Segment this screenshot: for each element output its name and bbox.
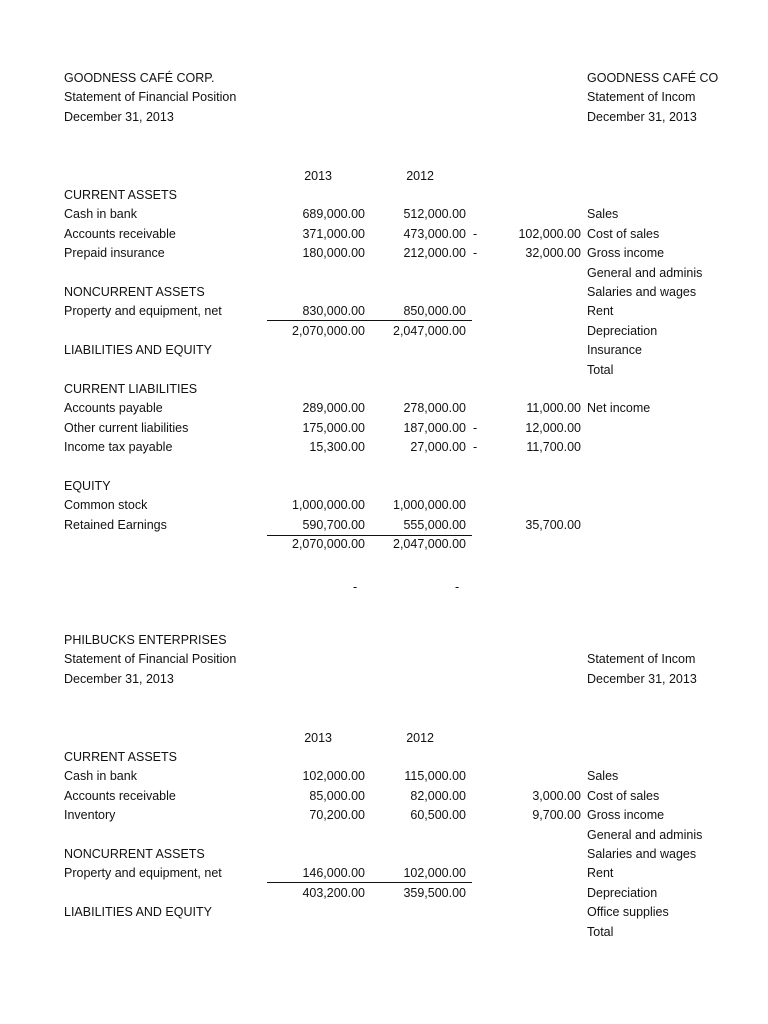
value-2013: 70,200.00 — [309, 808, 365, 823]
value-2013: 175,000.00 — [302, 420, 365, 435]
income-row-label: Cost of sales — [587, 788, 660, 803]
value-2013: 85,000.00 — [309, 788, 365, 803]
row-label: LIABILITIES AND EQUITY — [64, 905, 212, 920]
row-label: Prepaid insurance — [64, 246, 165, 261]
row-label: NONCURRENT ASSETS — [64, 847, 205, 861]
difference-value: 35,700.00 — [525, 517, 581, 532]
income-row-label: Office supplies — [587, 905, 669, 920]
total-underline — [267, 535, 472, 536]
dash-marker: - — [473, 440, 478, 455]
income-row-label: Net income — [587, 401, 651, 416]
value-2012: 2,047,000.00 — [393, 537, 466, 552]
row-label: NONCURRENT ASSETS — [64, 285, 205, 299]
row-label: CURRENT ASSETS — [64, 750, 177, 764]
row-label: Property and equipment, net — [64, 866, 222, 881]
value-2013: 1,000,000.00 — [292, 498, 365, 513]
income-row-label: Insurance — [587, 343, 642, 358]
statement-date: December 31, 2013 — [64, 109, 174, 124]
value-2012: - — [455, 580, 460, 594]
difference-value: 12,000.00 — [525, 420, 581, 435]
difference-value: 11,000.00 — [526, 401, 581, 416]
income-row-label: Sales — [587, 207, 619, 222]
income-row-label: Salaries and wages — [587, 847, 697, 861]
value-2013: 590,700.00 — [302, 517, 365, 532]
row-label: LIABILITIES AND EQUITY — [64, 343, 212, 358]
value-2012: 278,000.00 — [403, 401, 466, 416]
difference-value: 32,000.00 — [525, 246, 581, 261]
row-label: Accounts receivable — [64, 788, 176, 803]
income-header-line: Statement of Incom — [587, 90, 696, 105]
value-2012: 102,000.00 — [403, 866, 466, 881]
value-2012: 60,500.00 — [410, 808, 466, 823]
value-2012: 512,000.00 — [403, 207, 466, 222]
income-header-line: Statement of Incom — [587, 652, 696, 667]
row-label: CURRENT ASSETS — [64, 188, 177, 202]
row-label: Income tax payable — [64, 440, 173, 455]
value-2012: 115,000.00 — [404, 769, 466, 784]
income-header-line: December 31, 2013 — [587, 671, 697, 686]
statement-date: December 31, 2013 — [64, 671, 174, 686]
row-label: EQUITY — [64, 479, 111, 493]
value-2013: 2,070,000.00 — [292, 537, 365, 552]
income-row-label: Gross income — [587, 808, 665, 823]
dash-marker: - — [473, 226, 478, 241]
value-2012: 555,000.00 — [403, 517, 466, 532]
value-2013: 146,000.00 — [302, 866, 365, 881]
income-row-label: Rent — [587, 866, 614, 881]
income-row-label: Sales — [587, 769, 619, 784]
value-2013: 830,000.00 — [302, 304, 365, 319]
value-2012: 850,000.00 — [403, 304, 466, 319]
value-2012: 187,000.00 — [403, 420, 466, 435]
row-label: Retained Earnings — [64, 517, 167, 532]
difference-value: 9,700.00 — [532, 808, 581, 823]
income-row-label: Depreciation — [587, 885, 658, 900]
income-row-label: Gross income — [587, 246, 665, 261]
total-underline — [267, 882, 472, 883]
income-row-label: General and adminis — [587, 265, 703, 280]
income-row-label: Salaries and wages — [587, 285, 697, 299]
value-2013: 403,200.00 — [302, 885, 365, 900]
year-header-2013: 2013 — [304, 169, 332, 183]
statement-title: Statement of Financial Position — [64, 90, 237, 105]
row-label: Accounts receivable — [64, 226, 176, 241]
difference-value: 3,000.00 — [532, 788, 581, 803]
row-label: Cash in bank — [64, 207, 137, 222]
value-2013: 289,000.00 — [302, 401, 365, 416]
value-2012: 359,500.00 — [403, 885, 466, 900]
company-name: GOODNESS CAFÉ CORP. — [64, 71, 215, 85]
dash-marker: - — [473, 420, 478, 435]
income-row-label: Depreciation — [587, 323, 658, 338]
row-label: Cash in bank — [64, 769, 137, 784]
income-header-line: GOODNESS CAFÉ CO — [587, 71, 719, 85]
row-label: Inventory — [64, 808, 116, 823]
row-label: Property and equipment, net — [64, 304, 222, 319]
value-2012: 473,000.00 — [403, 226, 466, 241]
statement-title: Statement of Financial Position — [64, 652, 237, 667]
row-label: Other current liabilities — [64, 420, 189, 435]
income-header-line: December 31, 2013 — [587, 109, 697, 124]
row-label: Common stock — [64, 498, 148, 513]
row-label: Accounts payable — [64, 401, 163, 416]
value-2012: 1,000,000.00 — [393, 498, 466, 513]
company-name: PHILBUCKS ENTERPRISES — [64, 633, 227, 647]
income-row-label: Rent — [587, 304, 614, 319]
income-row-label: Cost of sales — [587, 226, 660, 241]
year-header-2013: 2013 — [304, 731, 332, 745]
row-label: CURRENT LIABILITIES — [64, 382, 198, 396]
year-header-2012: 2012 — [406, 169, 434, 183]
income-row-label: General and adminis — [587, 827, 703, 842]
value-2013: 689,000.00 — [302, 207, 365, 222]
value-2013: 15,300.00 — [309, 440, 365, 455]
value-2013: - — [353, 580, 358, 594]
value-2013: 102,000.00 — [302, 769, 365, 784]
year-header-2012: 2012 — [406, 731, 434, 745]
difference-value: 11,700.00 — [526, 440, 581, 455]
income-row-label: Total — [587, 924, 614, 939]
total-underline — [267, 320, 472, 321]
dash-marker: - — [473, 246, 478, 261]
value-2013: 371,000.00 — [302, 226, 365, 241]
value-2012: 2,047,000.00 — [393, 323, 466, 338]
value-2012: 27,000.00 — [410, 440, 466, 455]
difference-value: 102,000.00 — [518, 226, 581, 241]
value-2012: 82,000.00 — [410, 788, 466, 803]
value-2013: 180,000.00 — [302, 246, 365, 261]
value-2012: 212,000.00 — [403, 246, 466, 261]
income-row-label: Total — [587, 362, 614, 377]
value-2013: 2,070,000.00 — [292, 323, 365, 338]
